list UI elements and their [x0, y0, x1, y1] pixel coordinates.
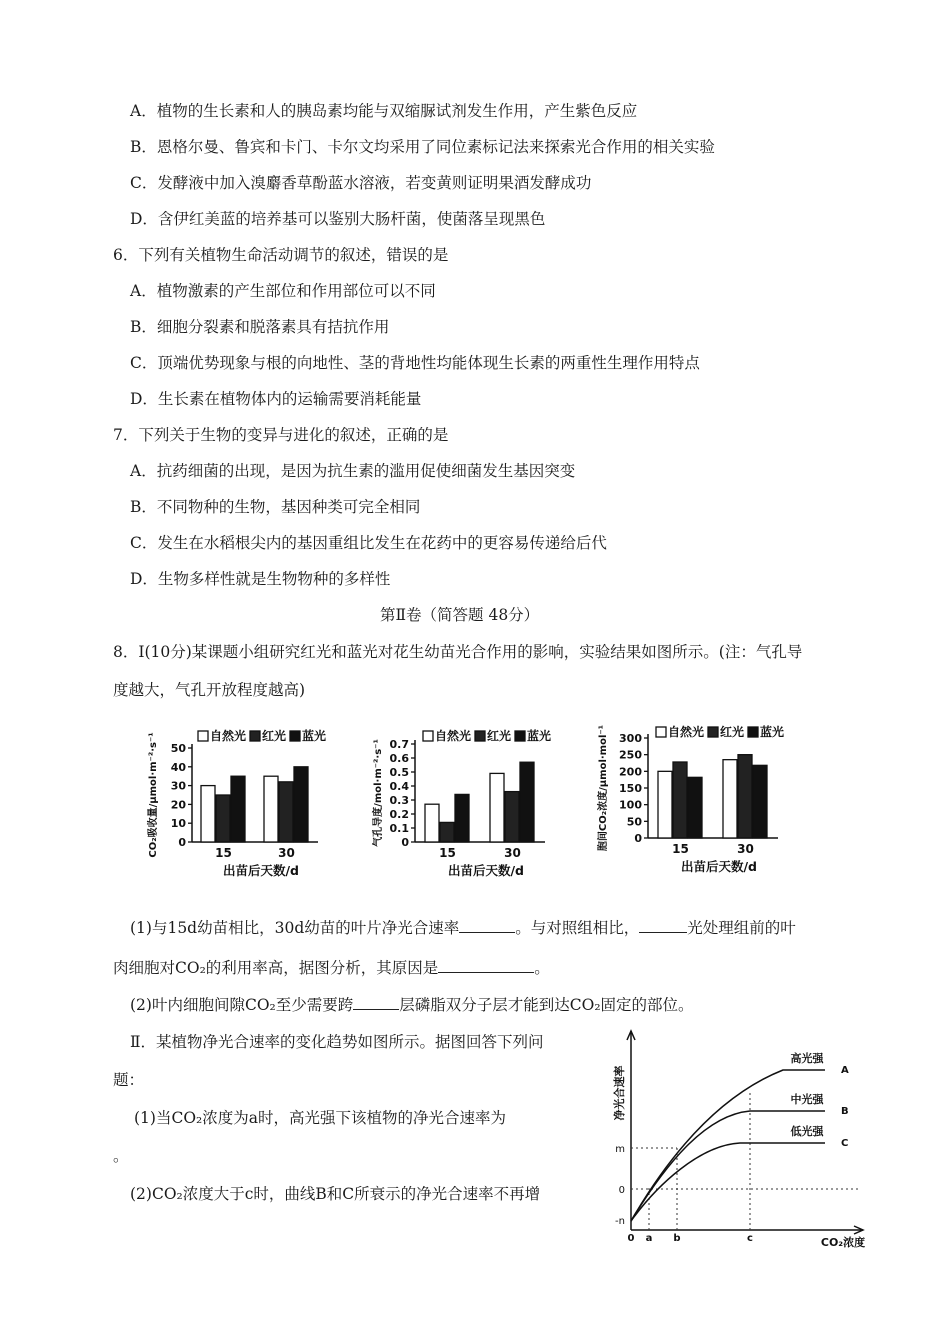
series-name: 中光强 — [790, 1093, 824, 1106]
y-tick-label: 30 — [170, 779, 186, 793]
bar-红光-15 — [216, 795, 230, 842]
bar-蓝光-15 — [231, 776, 245, 842]
y-tick-label: 10 — [170, 817, 186, 831]
q5-option-a: A．植物的生长素和人的胰岛素均能与双缩脲试剂发生作用，产生紫色反应 — [130, 102, 638, 120]
x-tick-label: a — [645, 1233, 653, 1244]
q8-part2-sub2-line1: (2)CO₂浓度大于c时，曲线B和C所衰示的净光合速率不再增 — [130, 1185, 541, 1203]
y-tick-label: 250 — [619, 748, 642, 762]
y-tick-label: 0 — [634, 832, 642, 845]
bar-自然光-15 — [425, 804, 439, 842]
q7-stem: 7．下列关于生物的变异与进化的叙述，正确的是 — [113, 426, 449, 444]
bar-红光-30 — [738, 755, 752, 838]
legend-swatch — [656, 727, 666, 737]
y-tick-label: 50 — [626, 815, 642, 829]
x-tick-label: b — [673, 1233, 681, 1244]
legend-swatch — [708, 727, 718, 737]
legend-swatch — [748, 727, 758, 737]
y-tick-label: 0.1 — [389, 822, 409, 835]
bar-自然光-30 — [723, 760, 737, 838]
bar-自然光-15 — [201, 786, 215, 842]
x-tick-label: c — [747, 1233, 753, 1244]
y-tick-label: 0.6 — [389, 752, 409, 765]
net-photosynthesis-curve-chart — [605, 1025, 870, 1250]
y-axis-label: CO₂吸收量/μmol·m⁻²·s⁻¹ — [148, 732, 159, 858]
q7-option-a: A．抗药细菌的出现，是因为抗生素的滥用促使细菌发生基因突变 — [130, 462, 576, 480]
q8-part2-line2: 题： — [113, 1071, 145, 1089]
y-tick-label: 50 — [170, 742, 186, 755]
y-tick-label: 0.5 — [389, 766, 409, 779]
q8-sub1-line1 — [130, 918, 796, 938]
x-axis-label: 出苗后天数/d — [680, 859, 758, 874]
q8-sub1-text-a: (1)与15d幼苗相比，30d幼苗的叶片净光合速率 — [130, 919, 460, 937]
legend-label: 红光 — [720, 725, 745, 739]
y-tick-label: 0 — [618, 1185, 625, 1196]
x-tick-label: 30 — [504, 846, 521, 860]
q7-option-c: C．发生在水稻根尖内的基因重组比发生在花药中的更容易传递给后代 — [130, 534, 607, 552]
bar-红光-30 — [505, 792, 519, 842]
q8-part2-sub1-line1: (1)当CO₂浓度为a时，高光强下该植物的净光合速率为 — [134, 1109, 506, 1127]
series-letter: B — [841, 1106, 849, 1117]
series-name: 高光强 — [790, 1052, 824, 1065]
bar-自然光-15 — [658, 771, 672, 838]
q6-option-a: A．植物激素的产生部位和作用部位可以不同 — [130, 282, 436, 300]
x-tick-label: 30 — [278, 846, 295, 860]
q6-option-c: C．顶端优势现象与根的向地性、茎的背地性均能体现生长素的两重性生理作用特点 — [130, 354, 700, 372]
q8-intro-line2: 度越大，气孔开放程度越高) — [113, 681, 306, 699]
answer-blank-3[interactable] — [438, 958, 534, 973]
series-letter: A — [841, 1065, 849, 1076]
series-name: 低光强 — [790, 1125, 824, 1138]
y-tick-label: 100 — [619, 798, 642, 812]
legend-label: 红光 — [487, 729, 512, 743]
y-axis-label: 净光合速率 — [613, 1065, 626, 1121]
x-tick-label: 15 — [439, 846, 456, 860]
q8-intro-line1: 8．Ⅰ(10分)某课题小组研究红光和蓝光对花生幼苗光合作用的影响，实验结果如图所示。(注：气孔导 — [113, 643, 803, 661]
y-tick-label: 20 — [170, 798, 186, 812]
x-tick-label: 15 — [215, 846, 232, 860]
y-tick-label: 0.2 — [389, 808, 409, 821]
x-tick-label: 0 — [627, 1233, 635, 1244]
stomatal-conductance-chart — [375, 722, 585, 892]
y-axis-label: 气孔导度/mol·m⁻²·s⁻¹ — [373, 739, 384, 847]
bar-蓝光-30 — [520, 762, 534, 842]
y-tick-label: -n — [615, 1216, 625, 1227]
q8-sub1-line2-text-a: 肉细胞对CO₂的利用率高，据图分析，其原因是 — [113, 959, 439, 977]
y-tick-label: 0 — [178, 836, 186, 849]
y-tick-label: 0.3 — [389, 794, 409, 807]
legend-label: 蓝光 — [527, 729, 552, 743]
bar-蓝光-30 — [294, 767, 308, 842]
legend-swatch — [250, 731, 260, 741]
bar-自然光-30 — [490, 773, 504, 842]
answer-blank-1[interactable] — [459, 918, 515, 933]
legend-label: 蓝光 — [760, 725, 785, 739]
legend-swatch — [290, 731, 300, 741]
y-axis-label: 胞间CO₂浓度/μmol·mol⁻¹ — [598, 724, 609, 852]
q8-part2-sub1-line2: 。 — [113, 1147, 129, 1165]
q8-sub2-text-b: 层磷脂双分子层才能到达CO₂固定的部位。 — [399, 996, 694, 1014]
q8-sub2-text-a: (2)叶内细胞间隙CO₂至少需要跨 — [130, 996, 354, 1014]
x-axis-label: 出苗后天数/d — [447, 863, 525, 878]
y-tick-label: 300 — [619, 732, 642, 745]
y-tick-label: 40 — [170, 760, 186, 774]
bar-蓝光-15 — [688, 777, 702, 838]
legend-label: 自然光 — [210, 729, 247, 743]
q7-option-d: D．生物多样性就是生物物种的多样性 — [130, 570, 391, 588]
q8-sub1-line2 — [113, 958, 550, 978]
q8-sub2-line — [130, 995, 694, 1015]
y-tick-label: 150 — [619, 782, 642, 795]
legend-label: 自然光 — [435, 729, 472, 743]
section-title: 第Ⅱ卷（简答题 48分） — [380, 606, 540, 624]
bar-蓝光-30 — [753, 765, 767, 838]
x-axis-label: 出苗后天数/d — [222, 863, 300, 878]
legend-swatch — [198, 731, 208, 741]
y-tick-label: m — [615, 1144, 625, 1155]
q5-option-c: C．发酵液中加入溴麝香草酚蓝水溶液，若变黄则证明果酒发酵成功 — [130, 174, 592, 192]
answer-blank-4[interactable] — [353, 995, 399, 1010]
x-tick-label: 15 — [672, 842, 689, 856]
legend-label: 自然光 — [668, 725, 705, 739]
q5-option-b: B．恩格尔曼、鲁宾和卡门、卡尔文均采用了同位素标记法来探索光合作用的相关实验 — [130, 138, 715, 156]
y-tick-label: 200 — [619, 765, 642, 779]
q6-stem: 6．下列有关植物生命活动调节的叙述，错误的是 — [113, 246, 449, 264]
co2-absorption-chart — [148, 722, 358, 892]
bar-红光-15 — [440, 822, 454, 842]
legend-swatch — [515, 731, 525, 741]
q5-option-d: D．含伊红美蓝的培养基可以鉴别大肠杆菌，使菌落呈现黑色 — [130, 210, 546, 228]
x-axis-label: CO₂浓度 — [820, 1236, 866, 1249]
legend-swatch — [475, 731, 485, 741]
bar-红光-30 — [279, 782, 293, 842]
q8-sub1-line2-text-b: 。 — [534, 959, 550, 977]
bar-红光-15 — [673, 762, 687, 838]
y-tick-label: 0.7 — [389, 738, 409, 751]
q7-option-b: B．不同物种的生物，基因种类可完全相同 — [130, 498, 421, 516]
q8-sub1-text-b: 。与对照组相比， — [515, 919, 640, 937]
q6-option-b: B．细胞分裂素和脱落素具有拮抗作用 — [130, 318, 390, 336]
q6-option-d: D．生长素在植物体内的运输需要消耗能量 — [130, 390, 422, 408]
legend-swatch — [423, 731, 433, 741]
bar-自然光-30 — [264, 776, 278, 842]
x-tick-label: 30 — [737, 842, 754, 856]
intercellular-co2-chart — [600, 718, 815, 892]
curve-C — [631, 1143, 825, 1221]
q8-sub1-text-c: 光处理组前的叶 — [687, 919, 796, 937]
legend-label: 蓝光 — [302, 729, 327, 743]
bar-蓝光-15 — [455, 794, 469, 842]
series-letter: C — [841, 1138, 849, 1149]
y-tick-label: 0.4 — [389, 780, 409, 793]
answer-blank-2[interactable] — [639, 918, 687, 933]
legend-label: 红光 — [262, 729, 287, 743]
q8-part2-line1: Ⅱ．某植物净光合速率的变化趋势如图所示。据图回答下列问 — [130, 1033, 544, 1051]
y-tick-label: 0 — [401, 836, 409, 849]
